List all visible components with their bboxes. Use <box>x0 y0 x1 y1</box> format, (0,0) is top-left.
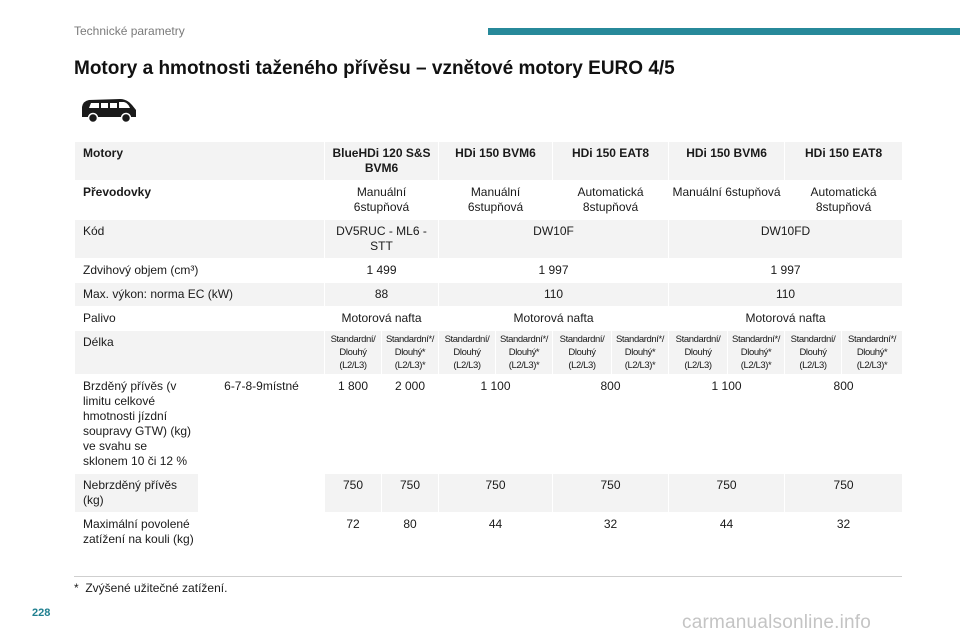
displacement-cell: 1 499 <box>325 259 439 283</box>
row-label: Maximální povolené zatížení na kouli (kg) <box>75 513 199 552</box>
row-code <box>75 220 903 259</box>
row-power <box>75 283 903 307</box>
towball-cell: 32 <box>785 513 903 552</box>
fuel-cell: Motorová nafta <box>325 307 439 331</box>
code-cell: DV5RUC - ML6 - STT <box>325 220 439 259</box>
row-gearbox <box>75 181 903 220</box>
unbraked-cell: 750 <box>785 474 903 513</box>
engine-header: HDi 150 BVM6 <box>669 142 785 181</box>
braked-cell: 800 <box>785 375 903 474</box>
row-braked-trailer <box>75 375 903 474</box>
displacement-cell: 1 997 <box>439 259 669 283</box>
unbraked-cell: 750 <box>439 474 553 513</box>
fuel-cell: Motorová nafta <box>439 307 669 331</box>
towball-cell: 44 <box>669 513 785 552</box>
page-title: Motory a hmotnosti taženého přívěsu – vznětové motory EURO 4/5 <box>74 58 675 79</box>
towball-cell: 80 <box>382 513 439 552</box>
row-label: Palivo <box>75 307 325 331</box>
row-label: Nebrzděný přívěs (kg) <box>75 474 199 513</box>
engine-header: HDi 150 EAT8 <box>785 142 903 181</box>
row-fuel <box>75 307 903 331</box>
fuel-cell: Motorová nafta <box>669 307 903 331</box>
unbraked-cell: 750 <box>325 474 382 513</box>
seats-cell: 6-7-8-9místné <box>199 375 325 552</box>
towball-cell: 72 <box>325 513 382 552</box>
row-label: Délka <box>75 331 325 375</box>
power-cell: 110 <box>439 283 669 307</box>
gearbox-cell: Manuální 6stupňová <box>439 181 553 220</box>
braked-cell: 1 100 <box>669 375 785 474</box>
displacement-cell: 1 997 <box>669 259 903 283</box>
code-cell: DW10FD <box>669 220 903 259</box>
code-cell: DW10F <box>439 220 669 259</box>
length-cell: Standardní*/ Dlouhý* (L2/L3)* <box>842 331 903 375</box>
engine-header: HDi 150 BVM6 <box>439 142 553 181</box>
gearbox-cell: Automatická 8stupňová <box>553 181 669 220</box>
length-cell: Standardní*/ Dlouhý* (L2/L3)* <box>728 331 785 375</box>
row-label: Brzděný přívěs (v limitu celkové hmotnosti jízdní soupravy GTW) (kg) ve svahu se sklonem 10 či 12 % <box>75 375 199 474</box>
unbraked-cell: 750 <box>553 474 669 513</box>
row-length <box>75 331 903 375</box>
braked-cell: 1 800 <box>325 375 382 474</box>
braked-cell: 1 100 <box>439 375 553 474</box>
gearbox-cell: Manuální 6stupňová <box>669 181 785 220</box>
length-cell: Standardní/ Dlouhý (L2/L3) <box>669 331 728 375</box>
section-label: Technické parametry <box>74 24 185 38</box>
footnote-text: Zvýšené užitečné zatížení. <box>85 581 228 595</box>
unbraked-cell: 750 <box>382 474 439 513</box>
towball-cell: 44 <box>439 513 553 552</box>
footnote-mark: * <box>74 581 79 595</box>
braked-cell: 800 <box>553 375 669 474</box>
footnote-divider <box>74 576 902 577</box>
row-label: Zdvihový objem (cm³) <box>75 259 325 283</box>
power-cell: 88 <box>325 283 439 307</box>
power-cell: 110 <box>669 283 903 307</box>
row-label: Motory <box>75 142 325 181</box>
page-number: 228 <box>32 607 51 619</box>
braked-cell: 2 000 <box>382 375 439 474</box>
row-label: Kód <box>75 220 325 259</box>
header-accent-bar <box>488 28 960 35</box>
length-cell: Standardní/ Dlouhý (L2/L3) <box>439 331 496 375</box>
engine-header: HDi 150 EAT8 <box>553 142 669 181</box>
length-cell: Standardní/ Dlouhý (L2/L3) <box>785 331 842 375</box>
footnote <box>74 581 227 595</box>
row-engines <box>75 142 903 181</box>
length-cell: Standardní*/ Dlouhý* (L2/L3)* <box>496 331 553 375</box>
watermark: carmanualsonline.info <box>682 612 872 633</box>
engine-spec-table <box>74 141 903 552</box>
gearbox-cell: Manuální 6stupňová <box>325 181 439 220</box>
van-icon <box>80 96 138 124</box>
row-label: Max. výkon: norma EC (kW) <box>75 283 325 307</box>
engine-header: BlueHDi 120 S&S BVM6 <box>325 142 439 181</box>
unbraked-cell: 750 <box>669 474 785 513</box>
length-cell: Standardní*/ Dlouhý* (L2/L3)* <box>382 331 439 375</box>
towball-cell: 32 <box>553 513 669 552</box>
gearbox-cell: Automatická 8stupňová <box>785 181 903 220</box>
length-cell: Standardní/ Dlouhý (L2/L3) <box>553 331 612 375</box>
length-cell: Standardní*/ Dlouhý* (L2/L3)* <box>612 331 669 375</box>
row-label: Převodovky <box>75 181 325 220</box>
length-cell: Standardní/ Dlouhý (L2/L3) <box>325 331 382 375</box>
row-displacement <box>75 259 903 283</box>
